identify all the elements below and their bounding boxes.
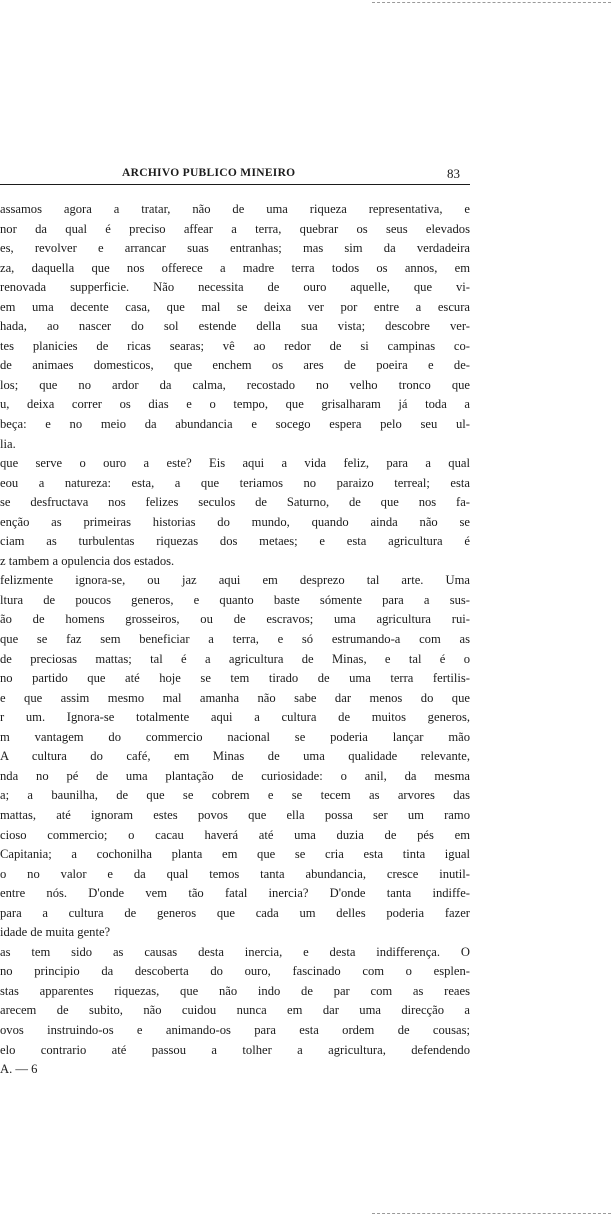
text-line: beça: e no meio da abundancia e socego espera pelo seu ul- — [0, 417, 470, 432]
text-line: de animaes domesticos, que enchem os ares de poeira e de- — [0, 358, 470, 373]
text-line: ciam as turbulentas riquezas dos metaes; e esta agricultura é — [0, 534, 470, 549]
text-line: arecem de subito, não cuidou nunca em dar uma direcção a — [0, 1003, 470, 1018]
page-number: 83 — [447, 166, 460, 181]
text-line: ovos instruindo-os e animando-os para esta ordem de cousas; — [0, 1022, 470, 1037]
text-line: ão de homens grosseiros, ou de escravos; uma agricultura rui- — [0, 612, 470, 627]
text-line: renovada supperficie. Não necessita de ouro aquelle, que vi- — [0, 280, 470, 295]
text-line: assamos agora a tratar, não de uma riqueza representativa, e — [0, 202, 470, 216]
text-line: z tambem a opulencia dos estados. — [0, 553, 175, 568]
body-text — [0, 200, 470, 1080]
text-line: a; a baunilha, de que se cobrem e se tecem as arvores das — [0, 788, 470, 803]
text-line: que serve o ouro a este? Eis aqui a vida feliz, para a qual — [0, 456, 470, 471]
text-line: no principio da descoberta do ouro, fascinado com o esplen- — [0, 964, 470, 979]
text-line: enção as primeiras historias do mundo, quando ainda não se — [0, 514, 470, 529]
text-line: no partido que até hoje se tem tirado de uma terra fertilis- — [0, 671, 470, 686]
text-line: A cultura do café, em Minas de uma qualidade relevante, — [0, 749, 470, 764]
text-line: tes planicies de ricas searas; vê ao redor de si campinas co- — [0, 338, 470, 353]
text-line: em uma decente casa, que mal se deixa ver por entre a escura — [0, 299, 470, 314]
text-line: idade de muita gente? — [0, 925, 111, 940]
text-line: hada, ao nascer do sol estende della sua vista; descobre ver- — [0, 319, 470, 334]
text-line: ltura de poucos generos, e quanto baste sómente para a sus- — [0, 592, 470, 607]
text-line: se desfructava nos felizes seculos de Saturno, de que nos fa- — [0, 495, 470, 510]
text-line: para a cultura de generos que cada um delles poderia fazer — [0, 905, 470, 920]
text-line: nor da qual é preciso affear a terra, quebrar os seus elevados — [0, 221, 470, 236]
text-line: u, deixa correr os dias e o tempo, que grisalharam já toda a — [0, 397, 470, 412]
text-line: cioso commercio; o cacau haverá até uma duzia de pés em — [0, 827, 470, 842]
text-line: los; que no ardor da calma, recostado no velho tronco que — [0, 377, 470, 392]
text-line: eou a natureza: esta, a que teriamos no paraizo terreal; esta — [0, 475, 470, 490]
text-line: Capitania; a cochonilha planta em que se cria esta tinta igual — [0, 847, 470, 862]
text-line: o no valor e da qual temos tanta abundancia, cresce inutil- — [0, 866, 470, 881]
running-title: ARCHIVO PUBLICO MINEIRO — [122, 167, 296, 179]
header-rule — [0, 184, 470, 185]
text-line: m vantagem do commercio nacional se poderia lançar mão — [0, 729, 470, 744]
bottom-edge-rule — [372, 1213, 611, 1214]
page-header — [0, 163, 470, 185]
text-line: entre nós. D'onde vem tão fatal inercia? D'onde tanta indiffe- — [0, 886, 470, 901]
text-line: r um. Ignora-se totalmente aqui a cultura de muitos generos, — [0, 710, 470, 725]
text-line: nda no pé de uma plantação de curiosidade: o anil, da mesma — [0, 768, 470, 783]
text-line: stas apparentes riquezas, que não indo de par com as reaes — [0, 983, 470, 998]
text-line: as tem sido as causas desta inercia, e desta indifferença. O — [0, 944, 470, 959]
text-line: es, revolver e arrancar suas entranhas; mas sim da verdadeira — [0, 241, 470, 256]
top-edge-rule — [372, 2, 611, 3]
text-line: za, daquella que nos offerece a madre terra todos os annos, em — [0, 260, 470, 275]
text-line: lia. — [0, 436, 16, 451]
text-line: de preciosas mattas; tal é a agricultura de Minas, e tal é o — [0, 651, 470, 666]
text-line: que se faz sem beneficiar a terra, e só estrumando-a com as — [0, 632, 470, 647]
text-line: elo contrario até passou a tolher a agricultura, defendendo — [0, 1042, 470, 1057]
text-line: A. — 6 — [0, 1062, 38, 1077]
text-line: e que assim mesmo mal amanha não sabe dar menos do que — [0, 690, 470, 705]
text-line: mattas, até ignoram estes povos que ella possa ser um ramo — [0, 807, 470, 822]
text-line: felizmente ignora-se, ou jaz aqui em desprezo tal arte. Uma — [0, 573, 470, 588]
